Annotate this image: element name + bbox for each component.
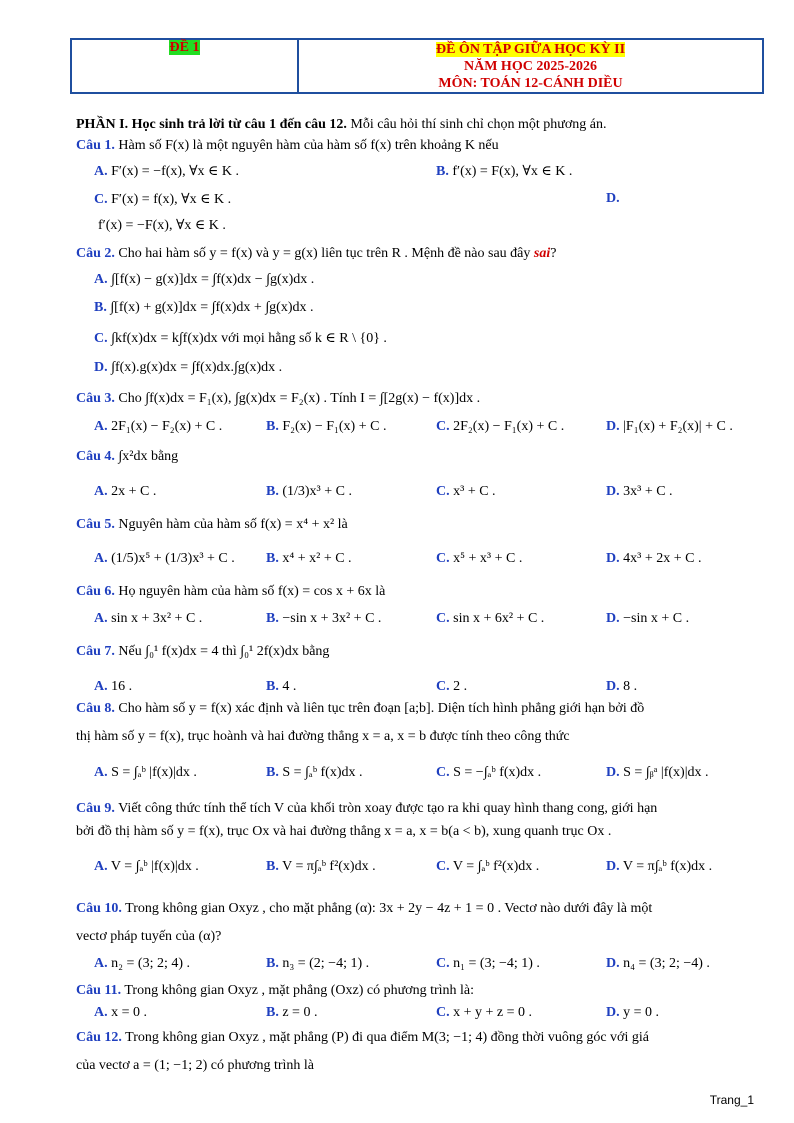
exam-code: ĐỀ 1	[169, 40, 200, 55]
part-note: Mỗi câu hỏi thí sinh chỉ chọn một phương án.	[346, 117, 607, 132]
q6-options	[94, 611, 764, 631]
q9-option-c[interactable]: C. V = ∫ₐᵇ f²(x)dx .	[436, 859, 540, 874]
q1-option-a[interactable]: A. F′(x) = −f(x), ∀x ∈ K .	[94, 164, 239, 179]
q7-option-b[interactable]: B. 4 .	[266, 679, 297, 694]
exam-title: ĐỀ ÔN TẬP GIỮA HỌC KỲ II	[435, 42, 626, 57]
question-9: Câu 9. Viết công thức tính thể tích V của khối tròn xoay được tạo ra khi quay hình thang cong, giới hạn	[76, 801, 658, 816]
question-10: Câu 10. Trong không gian Oxyz , cho mặt phẳng (α): 3x + 2y − 4z + 1 = 0 . Vectơ nào dưới đây là một	[76, 901, 653, 916]
q3-option-a[interactable]: A. 2F₁(x) − F₂(x) + C .	[94, 419, 223, 434]
q1-option-d-text: f′(x) = −F(x), ∀x ∈ K .	[98, 218, 226, 233]
question-1	[76, 137, 499, 155]
question-4: Câu 4. ∫x²dx bằng	[76, 449, 179, 464]
q7-option-c[interactable]: C. 2 .	[436, 679, 468, 694]
question-10-cont: vectơ pháp tuyến của (α)?	[76, 929, 222, 944]
question-11: Câu 11. Trong không gian Oxyz , mặt phẳng (Oxz) có phương trình là:	[76, 983, 475, 998]
question-label: Câu 1.	[76, 138, 115, 153]
page-number: Trang_1	[709, 1093, 754, 1107]
question-12-cont: của vectơ a = (1; −1; 2) có phương trình là	[76, 1058, 315, 1073]
q9-option-b[interactable]: B. V = π∫ₐᵇ f²(x)dx .	[266, 859, 376, 874]
q1-options-row-2	[94, 191, 764, 211]
q3-option-b[interactable]: B. F₂(x) − F₁(x) + C .	[266, 419, 387, 434]
q5-option-a[interactable]: A. (1/5)x⁵ + (1/3)x³ + C .	[94, 551, 235, 566]
question-7: Câu 7. Nếu ∫₀¹ f(x)dx = 4 thì ∫₀¹ 2f(x)dx bằng	[76, 644, 330, 659]
question-5: Câu 5. Nguyên hàm của hàm số f(x) = x⁴ + x² là	[76, 517, 348, 532]
header-title-cell	[299, 40, 762, 92]
q7-option-d[interactable]: D. 8 .	[606, 679, 638, 694]
q8-option-d[interactable]: D. S = ∫ᵦᵃ |f(x)|dx .	[606, 765, 709, 780]
question-text: Hàm số F(x) là một nguyên hàm của hàm số f(x) trên khoảng K nếu	[114, 138, 499, 153]
header-code-cell	[72, 40, 299, 92]
q5-option-b[interactable]: B. x⁴ + x² + C .	[266, 551, 352, 566]
question-3: Câu 3. Cho ∫f(x)dx = F₁(x), ∫g(x)dx = F₂(x) . Tính I = ∫[2g(x) − f(x)]dx .	[76, 391, 481, 406]
question-2: Câu 2. Cho hai hàm số y = f(x) và y = g(x) liên tục trên R . Mệnh đề nào sau đây sai?	[76, 246, 557, 261]
q8-option-b[interactable]: B. S = ∫ₐᵇ f(x)dx .	[266, 765, 363, 780]
q1-option-c[interactable]: C. F′(x) = f(x), ∀x ∈ K .	[94, 192, 232, 207]
q2-option-d[interactable]: D. ∫f(x).g(x)dx = ∫f(x)dx.∫g(x)dx .	[94, 360, 283, 375]
q11-options	[94, 1005, 764, 1025]
q6-option-d[interactable]: D. −sin x + C .	[606, 611, 690, 626]
q6-option-a[interactable]: A. sin x + 3x² + C .	[94, 611, 203, 626]
q5-options	[94, 551, 764, 571]
q6-option-b[interactable]: B. −sin x + 3x² + C .	[266, 611, 382, 626]
q4-options	[94, 484, 764, 504]
q4-option-c[interactable]: C. x³ + C .	[436, 484, 496, 499]
q9-option-a[interactable]: A. V = ∫ₐᵇ |f(x)|dx .	[94, 859, 199, 874]
q11-option-b[interactable]: B. z = 0 .	[266, 1005, 318, 1020]
q10-option-c[interactable]: C. n₁ = (3; −4; 1) .	[436, 956, 540, 971]
question-9-cont: bởi đồ thị hàm số y = f(x), trục Ox và hai đường thẳng x = a, x = b(a < b), xung quanh trục Ox .	[76, 824, 612, 839]
exam-year: NĂM HỌC 2025-2026	[464, 59, 597, 74]
q4-option-b[interactable]: B. (1/3)x³ + C .	[266, 484, 352, 499]
q4-option-d[interactable]: D. 3x³ + C .	[606, 484, 673, 499]
keyword-sai: sai	[533, 246, 551, 261]
q11-option-c[interactable]: C. x + y + z = 0 .	[436, 1005, 533, 1020]
q7-options	[94, 679, 764, 699]
q2-option-c[interactable]: C. ∫kf(x)dx = k∫f(x)dx với mọi hằng số k ∈ R \ {0} .	[94, 331, 387, 346]
q3-option-d[interactable]: D. |F₁(x) + F₂(x)| + C .	[606, 419, 733, 434]
q11-option-a[interactable]: A. x = 0 .	[94, 1005, 148, 1020]
q1-option-d[interactable]: D.	[606, 191, 620, 206]
part-heading	[76, 116, 606, 134]
q9-options	[94, 859, 764, 879]
q2-option-b[interactable]: B. ∫[f(x) + g(x)]dx = ∫f(x)dx + ∫g(x)dx .	[94, 300, 314, 315]
q1-options-row-1	[94, 163, 764, 183]
q8-option-a[interactable]: A. S = ∫ₐᵇ |f(x)|dx .	[94, 765, 197, 780]
q9-option-d[interactable]: D. V = π∫ₐᵇ f(x)dx .	[606, 859, 713, 874]
q11-option-d[interactable]: D. y = 0 .	[606, 1005, 660, 1020]
q5-option-c[interactable]: C. x⁵ + x³ + C .	[436, 551, 523, 566]
question-8-cont: thị hàm số y = f(x), trục hoành và hai đường thẳng x = a, x = b được tính theo công thức	[76, 729, 570, 744]
question-12: Câu 12. Trong không gian Oxyz , mặt phẳng (P) đi qua điểm M(3; −1; 4) đồng thời vuông góc với giá	[76, 1030, 649, 1045]
q7-option-a[interactable]: A. 16 .	[94, 679, 133, 694]
q10-option-d[interactable]: D. n₄ = (3; 2; −4) .	[606, 956, 710, 971]
header-table	[70, 38, 764, 94]
q5-option-d[interactable]: D. 4x³ + 2x + C .	[606, 551, 702, 566]
q1-option-b[interactable]: B. f′(x) = F(x), ∀x ∈ K .	[436, 164, 573, 179]
question-6: Câu 6. Họ nguyên hàm của hàm số f(x) = cos x + 6x là	[76, 584, 386, 599]
exam-subject: MÔN: TOÁN 12-CÁNH DIỀU	[438, 76, 623, 91]
question-8: Câu 8. Cho hàm số y = f(x) xác định và liên tục trên đoạn [a;b]. Diện tích hình phẳng giới hạn bởi đồ	[76, 701, 645, 716]
q10-option-b[interactable]: B. n₃ = (2; −4; 1) .	[266, 956, 370, 971]
q6-option-c[interactable]: C. sin x + 6x² + C .	[436, 611, 545, 626]
q4-option-a[interactable]: A. 2x + C .	[94, 484, 157, 499]
q10-option-a[interactable]: A. n₂ = (3; 2; 4) .	[94, 956, 191, 971]
q10-options	[94, 956, 764, 976]
q8-option-c[interactable]: C. S = −∫ₐᵇ f(x)dx .	[436, 765, 542, 780]
q2-option-a[interactable]: A. ∫[f(x) − g(x)]dx = ∫f(x)dx − ∫g(x)dx .	[94, 272, 315, 287]
q8-options	[94, 765, 764, 785]
part-title: PHẦN I. Học sinh trả lời từ câu 1 đến câu 12.	[76, 117, 347, 132]
q3-option-c[interactable]: C. 2F₂(x) − F₁(x) + C .	[436, 419, 565, 434]
q3-options	[94, 419, 764, 439]
